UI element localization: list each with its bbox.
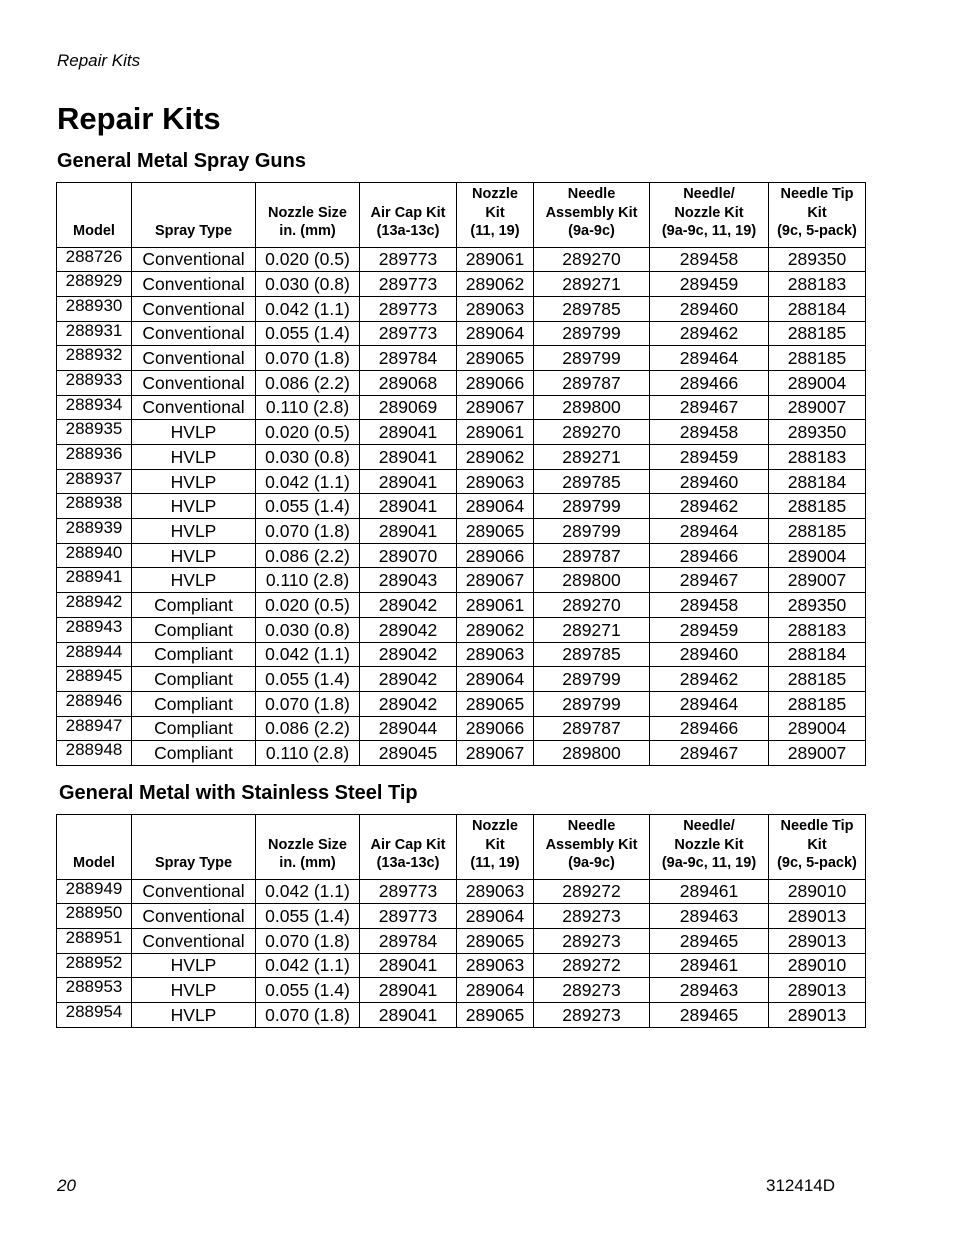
cell-model: 288935	[57, 420, 132, 445]
cell-air-cap-kit: 289042	[360, 593, 457, 618]
cell-nozzle-kit: 289065	[457, 1002, 534, 1027]
cell-model: 288951	[57, 928, 132, 953]
cell-air-cap-kit: 289069	[360, 395, 457, 420]
table-row	[57, 879, 866, 904]
cell-needle-nozzle-kit: 289462	[650, 667, 769, 692]
cell-needle-assembly-kit: 289787	[534, 370, 650, 395]
cell-nozzle-size: 0.055 (1.4)	[256, 904, 360, 929]
cell-needle-tip-kit: 288185	[769, 346, 866, 371]
cell-needle-tip-kit: 289350	[769, 420, 866, 445]
cell-spray-type: Compliant	[132, 716, 256, 741]
cell-nozzle-size: 0.020 (0.5)	[256, 593, 360, 618]
cell-model: 288929	[57, 272, 132, 297]
cell-air-cap-kit: 289042	[360, 691, 457, 716]
cell-nozzle-size: 0.042 (1.1)	[256, 296, 360, 321]
cell-needle-nozzle-kit: 289466	[650, 370, 769, 395]
cell-spray-type: Compliant	[132, 593, 256, 618]
cell-model: 288943	[57, 617, 132, 642]
cell-nozzle-size: 0.086 (2.2)	[256, 716, 360, 741]
table-row	[57, 494, 866, 519]
cell-nozzle-size: 0.055 (1.4)	[256, 321, 360, 346]
table-row	[57, 370, 866, 395]
cell-nozzle-size: 0.030 (0.8)	[256, 445, 360, 470]
cell-needle-nozzle-kit: 289460	[650, 469, 769, 494]
cell-nozzle-kit: 289063	[457, 469, 534, 494]
cell-air-cap-kit: 289041	[360, 420, 457, 445]
cell-spray-type: HVLP	[132, 978, 256, 1003]
cell-model: 288726	[57, 247, 132, 272]
cell-nozzle-kit: 289061	[457, 247, 534, 272]
cell-spray-type: Compliant	[132, 741, 256, 766]
cell-nozzle-size: 0.020 (0.5)	[256, 247, 360, 272]
col-header-nozzle-kit: Nozzle Kit (11, 19)	[457, 815, 534, 880]
cell-air-cap-kit: 289773	[360, 904, 457, 929]
cell-nozzle-kit: 289064	[457, 494, 534, 519]
cell-nozzle-size: 0.070 (1.8)	[256, 1002, 360, 1027]
table-row	[57, 296, 866, 321]
cell-needle-assembly-kit: 289271	[534, 617, 650, 642]
cell-spray-type: Conventional	[132, 904, 256, 929]
cell-nozzle-size: 0.086 (2.2)	[256, 370, 360, 395]
page-number: 20	[57, 1176, 76, 1195]
page-title: Repair Kits	[57, 101, 221, 136]
cell-needle-nozzle-kit: 289465	[650, 1002, 769, 1027]
cell-nozzle-size: 0.070 (1.8)	[256, 691, 360, 716]
cell-needle-assembly-kit: 289270	[534, 247, 650, 272]
cell-nozzle-kit: 289066	[457, 716, 534, 741]
cell-needle-tip-kit: 289010	[769, 953, 866, 978]
table-row	[57, 568, 866, 593]
cell-needle-nozzle-kit: 289458	[650, 593, 769, 618]
cell-needle-tip-kit: 288184	[769, 469, 866, 494]
cell-needle-assembly-kit: 289785	[534, 642, 650, 667]
cell-nozzle-size: 0.042 (1.1)	[256, 879, 360, 904]
table-row	[57, 395, 866, 420]
cell-needle-nozzle-kit: 289459	[650, 445, 769, 470]
cell-model: 288939	[57, 519, 132, 544]
cell-needle-nozzle-kit: 289464	[650, 346, 769, 371]
cell-spray-type: Conventional	[132, 928, 256, 953]
col-header-air-cap-kit: Air Cap Kit (13a-13c)	[360, 815, 457, 880]
cell-nozzle-size: 0.030 (0.8)	[256, 617, 360, 642]
cell-needle-nozzle-kit: 289458	[650, 420, 769, 445]
cell-nozzle-kit: 289066	[457, 543, 534, 568]
cell-spray-type: Conventional	[132, 346, 256, 371]
cell-needle-tip-kit: 289013	[769, 904, 866, 929]
cell-needle-tip-kit: 289350	[769, 593, 866, 618]
cell-model: 288953	[57, 978, 132, 1003]
cell-air-cap-kit: 289068	[360, 370, 457, 395]
cell-nozzle-size: 0.086 (2.2)	[256, 543, 360, 568]
cell-model: 288952	[57, 953, 132, 978]
cell-spray-type: Conventional	[132, 321, 256, 346]
col-header-model: Model	[57, 815, 132, 880]
cell-air-cap-kit: 289041	[360, 469, 457, 494]
cell-nozzle-size: 0.070 (1.8)	[256, 928, 360, 953]
cell-needle-assembly-kit: 289271	[534, 272, 650, 297]
cell-needle-assembly-kit: 289270	[534, 593, 650, 618]
cell-nozzle-size: 0.110 (2.8)	[256, 395, 360, 420]
cell-nozzle-kit: 289063	[457, 642, 534, 667]
cell-needle-nozzle-kit: 289464	[650, 519, 769, 544]
cell-nozzle-size: 0.020 (0.5)	[256, 420, 360, 445]
cell-spray-type: Conventional	[132, 296, 256, 321]
cell-spray-type: HVLP	[132, 494, 256, 519]
cell-spray-type: Conventional	[132, 370, 256, 395]
cell-needle-assembly-kit: 289800	[534, 741, 650, 766]
table-row	[57, 928, 866, 953]
cell-model: 288930	[57, 296, 132, 321]
cell-nozzle-kit: 289067	[457, 568, 534, 593]
cell-nozzle-kit: 289061	[457, 420, 534, 445]
cell-nozzle-size: 0.070 (1.8)	[256, 519, 360, 544]
cell-needle-assembly-kit: 289787	[534, 543, 650, 568]
cell-spray-type: Compliant	[132, 617, 256, 642]
cell-needle-assembly-kit: 289273	[534, 978, 650, 1003]
cell-nozzle-size: 0.110 (2.8)	[256, 568, 360, 593]
table-row	[57, 543, 866, 568]
table-header-row	[57, 183, 866, 248]
cell-nozzle-size: 0.042 (1.1)	[256, 642, 360, 667]
cell-nozzle-size: 0.042 (1.1)	[256, 469, 360, 494]
table-row	[57, 642, 866, 667]
table-row	[57, 346, 866, 371]
cell-nozzle-size: 0.030 (0.8)	[256, 272, 360, 297]
cell-needle-nozzle-kit: 289461	[650, 953, 769, 978]
cell-nozzle-kit: 289067	[457, 395, 534, 420]
cell-model: 288942	[57, 593, 132, 618]
cell-spray-type: HVLP	[132, 445, 256, 470]
table-row	[57, 1002, 866, 1027]
cell-needle-tip-kit: 288184	[769, 296, 866, 321]
table-row	[57, 716, 866, 741]
cell-spray-type: Compliant	[132, 642, 256, 667]
table-row	[57, 420, 866, 445]
cell-spray-type: HVLP	[132, 568, 256, 593]
cell-air-cap-kit: 289773	[360, 879, 457, 904]
cell-needle-assembly-kit: 289785	[534, 469, 650, 494]
col-header-nozzle-size: Nozzle Size in. (mm)	[256, 183, 360, 248]
table-row	[57, 321, 866, 346]
col-header-needle-nozzle-kit: Needle/ Nozzle Kit (9a-9c, 11, 19)	[650, 183, 769, 248]
table-header-row	[57, 815, 866, 880]
cell-model: 288933	[57, 370, 132, 395]
cell-needle-nozzle-kit: 289460	[650, 642, 769, 667]
cell-needle-nozzle-kit: 289462	[650, 321, 769, 346]
cell-spray-type: Conventional	[132, 879, 256, 904]
cell-needle-assembly-kit: 289799	[534, 667, 650, 692]
cell-needle-tip-kit: 289007	[769, 395, 866, 420]
cell-needle-nozzle-kit: 289458	[650, 247, 769, 272]
cell-model: 288937	[57, 469, 132, 494]
cell-nozzle-kit: 289061	[457, 593, 534, 618]
cell-nozzle-size: 0.055 (1.4)	[256, 494, 360, 519]
cell-needle-tip-kit: 288185	[769, 321, 866, 346]
cell-needle-nozzle-kit: 289460	[650, 296, 769, 321]
cell-needle-nozzle-kit: 289463	[650, 904, 769, 929]
table-row	[57, 904, 866, 929]
cell-needle-nozzle-kit: 289467	[650, 395, 769, 420]
cell-model: 288932	[57, 346, 132, 371]
cell-spray-type: Compliant	[132, 691, 256, 716]
cell-needle-assembly-kit: 289785	[534, 296, 650, 321]
cell-needle-tip-kit: 288184	[769, 642, 866, 667]
cell-needle-tip-kit: 289010	[769, 879, 866, 904]
table-row	[57, 247, 866, 272]
cell-needle-assembly-kit: 289272	[534, 879, 650, 904]
cell-needle-nozzle-kit: 289467	[650, 741, 769, 766]
cell-needle-tip-kit: 289350	[769, 247, 866, 272]
table-row	[57, 617, 866, 642]
cell-needle-tip-kit: 288183	[769, 445, 866, 470]
cell-nozzle-kit: 289062	[457, 272, 534, 297]
cell-spray-type: Conventional	[132, 247, 256, 272]
cell-needle-nozzle-kit: 289465	[650, 928, 769, 953]
cell-needle-tip-kit: 289004	[769, 370, 866, 395]
cell-model: 288938	[57, 494, 132, 519]
cell-needle-nozzle-kit: 289462	[650, 494, 769, 519]
cell-air-cap-kit: 289041	[360, 494, 457, 519]
table-row	[57, 953, 866, 978]
col-header-needle-tip-kit: Needle Tip Kit (9c, 5-pack)	[769, 183, 866, 248]
col-header-needle-tip-kit: Needle Tip Kit (9c, 5-pack)	[769, 815, 866, 880]
cell-model: 288947	[57, 716, 132, 741]
cell-air-cap-kit: 289784	[360, 346, 457, 371]
cell-spray-type: HVLP	[132, 953, 256, 978]
cell-model: 288954	[57, 1002, 132, 1027]
cell-nozzle-kit: 289064	[457, 667, 534, 692]
cell-air-cap-kit: 289041	[360, 978, 457, 1003]
cell-nozzle-kit: 289062	[457, 617, 534, 642]
cell-needle-tip-kit: 289013	[769, 978, 866, 1003]
cell-nozzle-kit: 289064	[457, 321, 534, 346]
cell-air-cap-kit: 289042	[360, 667, 457, 692]
cell-needle-nozzle-kit: 289461	[650, 879, 769, 904]
cell-air-cap-kit: 289042	[360, 617, 457, 642]
cell-air-cap-kit: 289773	[360, 321, 457, 346]
table-row	[57, 667, 866, 692]
cell-air-cap-kit: 289041	[360, 519, 457, 544]
cell-needle-assembly-kit: 289272	[534, 953, 650, 978]
cell-spray-type: HVLP	[132, 1002, 256, 1027]
cell-needle-assembly-kit: 289273	[534, 928, 650, 953]
cell-model: 288941	[57, 568, 132, 593]
cell-needle-tip-kit: 288183	[769, 617, 866, 642]
cell-needle-tip-kit: 289004	[769, 543, 866, 568]
cell-needle-tip-kit: 289013	[769, 928, 866, 953]
document-id: 312414D	[766, 1176, 836, 1195]
cell-air-cap-kit: 289070	[360, 543, 457, 568]
cell-model: 288946	[57, 691, 132, 716]
cell-nozzle-size: 0.055 (1.4)	[256, 667, 360, 692]
cell-spray-type: Conventional	[132, 395, 256, 420]
cell-spray-type: HVLP	[132, 469, 256, 494]
table-row	[57, 691, 866, 716]
col-header-needle-assembly-kit: Needle Assembly Kit (9a-9c)	[534, 815, 650, 880]
section-title-general-metal: General Metal Spray Guns	[57, 150, 306, 172]
cell-model: 288931	[57, 321, 132, 346]
cell-nozzle-kit: 289063	[457, 953, 534, 978]
table-row	[57, 593, 866, 618]
cell-spray-type: HVLP	[132, 543, 256, 568]
cell-model: 288934	[57, 395, 132, 420]
cell-air-cap-kit: 289773	[360, 272, 457, 297]
cell-nozzle-kit: 289065	[457, 346, 534, 371]
cell-needle-assembly-kit: 289273	[534, 1002, 650, 1027]
cell-needle-assembly-kit: 289800	[534, 395, 650, 420]
cell-needle-tip-kit: 288185	[769, 519, 866, 544]
cell-needle-tip-kit: 288183	[769, 272, 866, 297]
cell-needle-tip-kit: 288185	[769, 691, 866, 716]
table-row	[57, 741, 866, 766]
col-header-spray-type: Spray Type	[132, 183, 256, 248]
cell-nozzle-kit: 289065	[457, 691, 534, 716]
cell-model: 288945	[57, 667, 132, 692]
table-row	[57, 978, 866, 1003]
cell-spray-type: Compliant	[132, 667, 256, 692]
col-header-nozzle-size: Nozzle Size in. (mm)	[256, 815, 360, 880]
cell-needle-assembly-kit: 289800	[534, 568, 650, 593]
cell-model: 288944	[57, 642, 132, 667]
cell-needle-assembly-kit: 289787	[534, 716, 650, 741]
col-header-nozzle-kit: Nozzle Kit (11, 19)	[457, 183, 534, 248]
cell-needle-nozzle-kit: 289464	[650, 691, 769, 716]
cell-nozzle-kit: 289067	[457, 741, 534, 766]
cell-nozzle-kit: 289063	[457, 879, 534, 904]
cell-needle-nozzle-kit: 289463	[650, 978, 769, 1003]
repair-kits-table-general-metal	[56, 182, 866, 766]
col-header-needle-nozzle-kit: Needle/ Nozzle Kit (9a-9c, 11, 19)	[650, 815, 769, 880]
cell-needle-nozzle-kit: 289467	[650, 568, 769, 593]
col-header-model: Model	[57, 183, 132, 248]
repair-kits-table-stainless-steel-tip	[56, 814, 866, 1028]
cell-air-cap-kit: 289042	[360, 642, 457, 667]
cell-needle-assembly-kit: 289273	[534, 904, 650, 929]
cell-needle-nozzle-kit: 289466	[650, 543, 769, 568]
col-header-spray-type: Spray Type	[132, 815, 256, 880]
cell-nozzle-kit: 289063	[457, 296, 534, 321]
cell-model: 288936	[57, 445, 132, 470]
cell-needle-assembly-kit: 289270	[534, 420, 650, 445]
cell-air-cap-kit: 289773	[360, 296, 457, 321]
cell-needle-tip-kit: 289007	[769, 741, 866, 766]
cell-model: 288949	[57, 879, 132, 904]
cell-model: 288940	[57, 543, 132, 568]
cell-air-cap-kit: 289041	[360, 1002, 457, 1027]
cell-needle-assembly-kit: 289799	[534, 691, 650, 716]
cell-air-cap-kit: 289045	[360, 741, 457, 766]
cell-needle-assembly-kit: 289799	[534, 519, 650, 544]
cell-nozzle-size: 0.055 (1.4)	[256, 978, 360, 1003]
cell-model: 288950	[57, 904, 132, 929]
table-row	[57, 445, 866, 470]
cell-nozzle-kit: 289062	[457, 445, 534, 470]
cell-nozzle-size: 0.042 (1.1)	[256, 953, 360, 978]
cell-air-cap-kit: 289041	[360, 445, 457, 470]
cell-needle-assembly-kit: 289799	[534, 494, 650, 519]
cell-needle-nozzle-kit: 289459	[650, 272, 769, 297]
cell-air-cap-kit: 289784	[360, 928, 457, 953]
col-header-air-cap-kit: Air Cap Kit (13a-13c)	[360, 183, 457, 248]
cell-needle-assembly-kit: 289799	[534, 346, 650, 371]
cell-needle-tip-kit: 288185	[769, 494, 866, 519]
running-head: Repair Kits	[57, 51, 141, 70]
cell-air-cap-kit: 289041	[360, 953, 457, 978]
cell-spray-type: HVLP	[132, 519, 256, 544]
cell-nozzle-size: 0.110 (2.8)	[256, 741, 360, 766]
cell-nozzle-kit: 289064	[457, 904, 534, 929]
table-row	[57, 519, 866, 544]
cell-nozzle-kit: 289064	[457, 978, 534, 1003]
cell-spray-type: HVLP	[132, 420, 256, 445]
cell-nozzle-kit: 289066	[457, 370, 534, 395]
cell-needle-nozzle-kit: 289459	[650, 617, 769, 642]
col-header-needle-assembly-kit: Needle Assembly Kit (9a-9c)	[534, 183, 650, 248]
cell-needle-nozzle-kit: 289466	[650, 716, 769, 741]
table-row	[57, 469, 866, 494]
cell-needle-tip-kit: 288185	[769, 667, 866, 692]
cell-air-cap-kit: 289773	[360, 247, 457, 272]
cell-model: 288948	[57, 741, 132, 766]
cell-spray-type: Conventional	[132, 272, 256, 297]
cell-needle-assembly-kit: 289799	[534, 321, 650, 346]
cell-needle-tip-kit: 289013	[769, 1002, 866, 1027]
cell-needle-assembly-kit: 289271	[534, 445, 650, 470]
cell-nozzle-kit: 289065	[457, 519, 534, 544]
cell-air-cap-kit: 289043	[360, 568, 457, 593]
cell-needle-tip-kit: 289007	[769, 568, 866, 593]
table-row	[57, 272, 866, 297]
section-title-stainless-steel-tip: General Metal with Stainless Steel Tip	[59, 782, 418, 804]
cell-needle-tip-kit: 289004	[769, 716, 866, 741]
cell-air-cap-kit: 289044	[360, 716, 457, 741]
cell-nozzle-kit: 289065	[457, 928, 534, 953]
cell-nozzle-size: 0.070 (1.8)	[256, 346, 360, 371]
